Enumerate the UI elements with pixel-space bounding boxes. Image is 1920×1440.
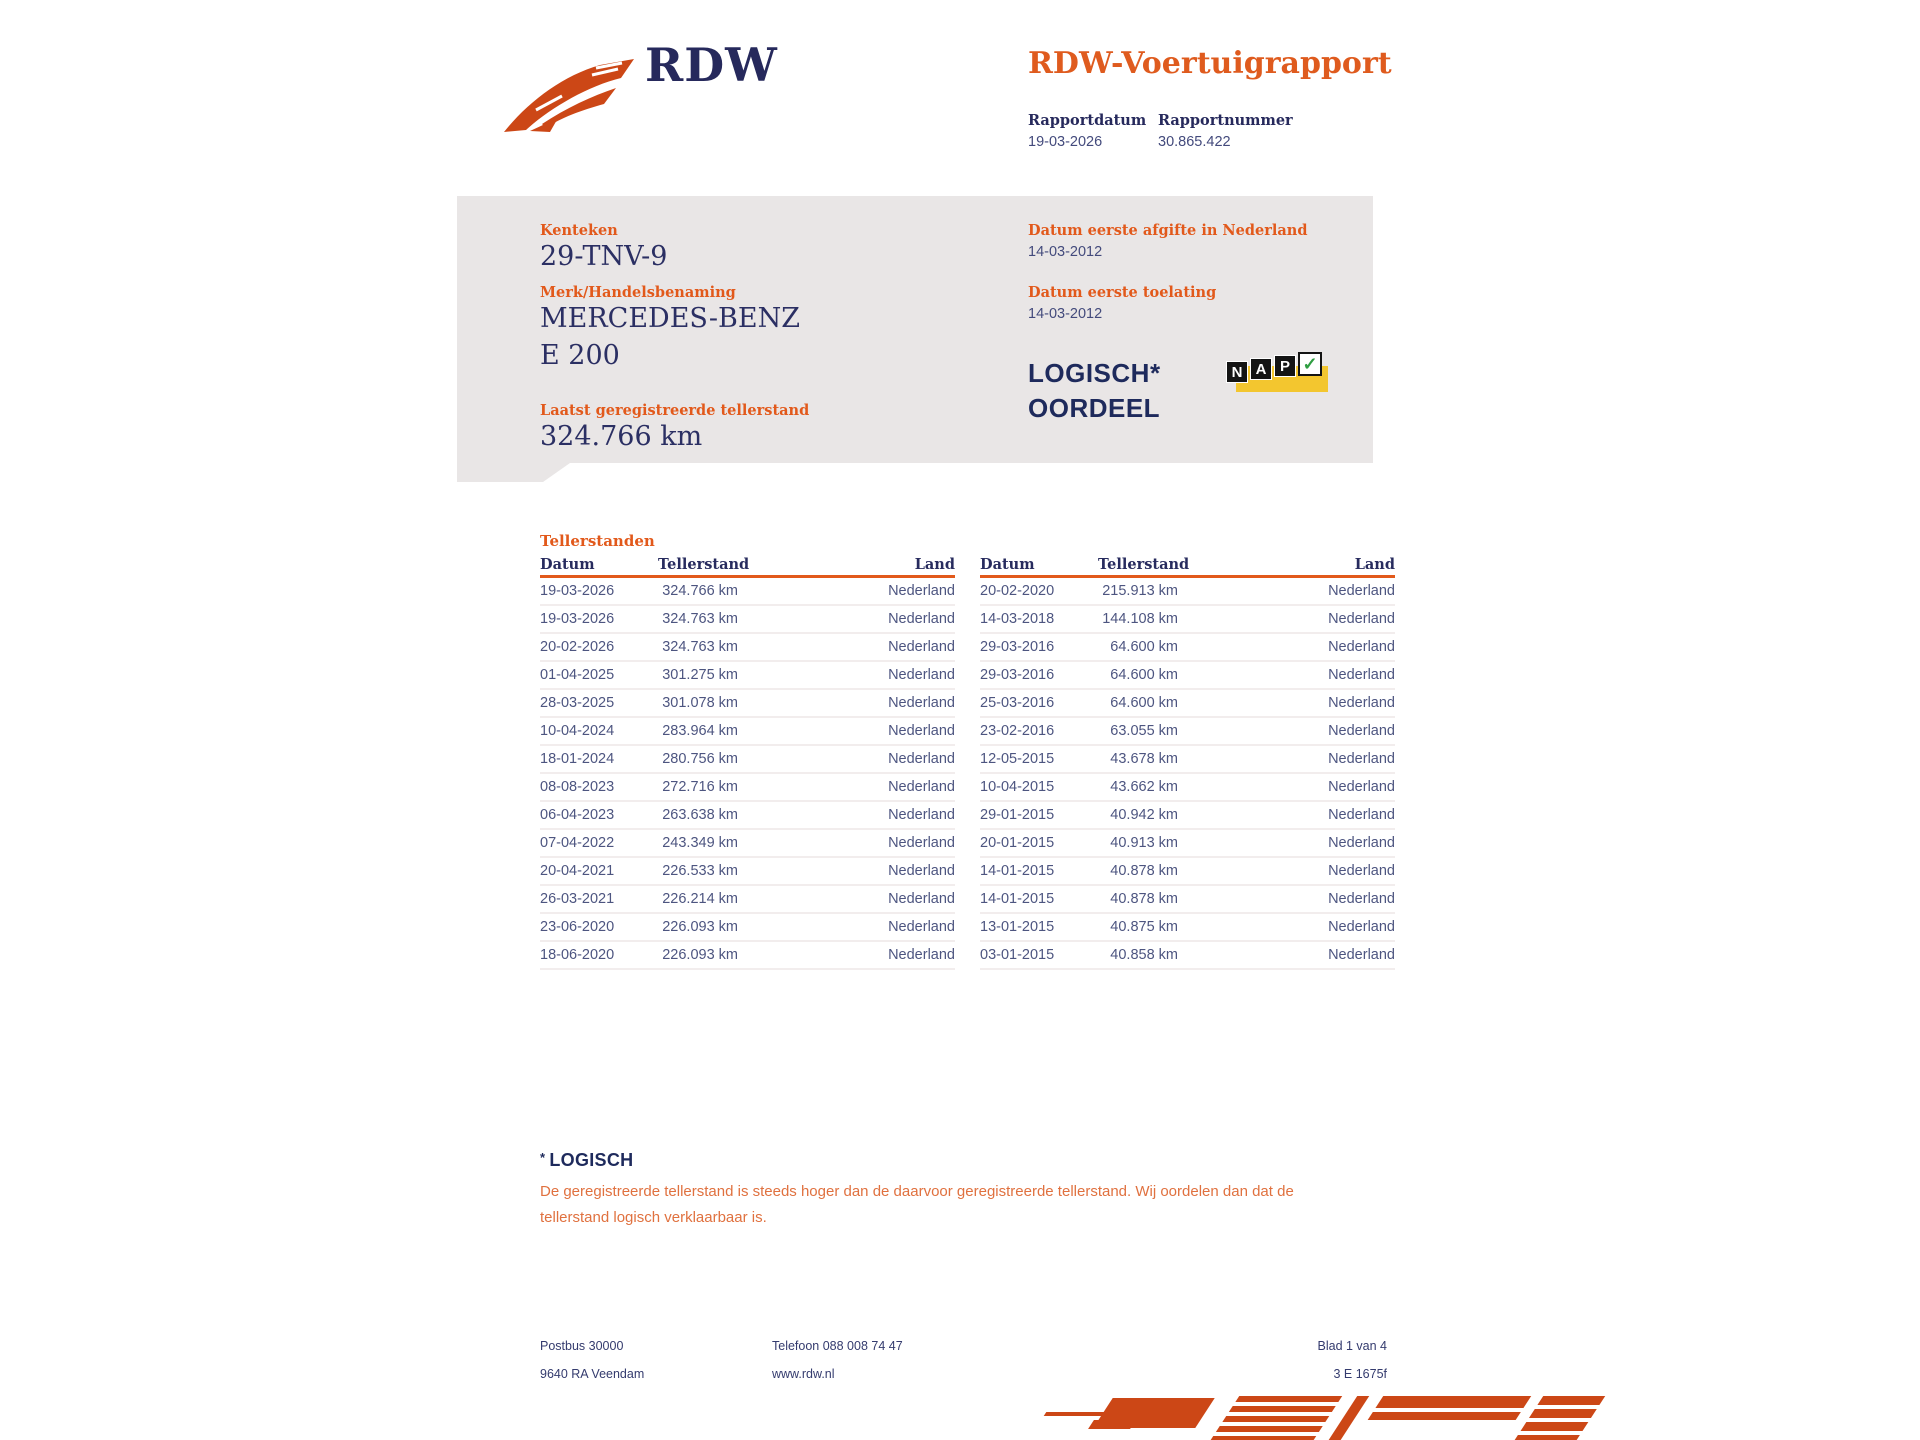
speed-stripes xyxy=(1207,1396,1342,1440)
row-datum: 07-04-2022 xyxy=(540,835,615,851)
row-datum: 14-03-2018 xyxy=(980,611,1055,627)
tellerstanden-title: Tellerstanden xyxy=(540,532,655,550)
row-datum: 20-02-2020 xyxy=(980,583,1055,599)
report-date-value: 19-03-2026 xyxy=(1028,134,1103,150)
toelating-value: 14-03-2012 xyxy=(1028,306,1103,322)
row-land: Nederland xyxy=(888,639,955,655)
row-datum: 29-03-2016 xyxy=(980,667,1055,683)
row-datum: 03-01-2015 xyxy=(980,947,1055,963)
footer-page-number: Blad 1 van 4 xyxy=(1317,1339,1387,1353)
vehicle-summary-card xyxy=(457,196,1373,463)
row-tellerstand: 63.055 km xyxy=(1110,723,1178,739)
kenteken-value: 29-TNV-9 xyxy=(540,241,668,272)
table-row xyxy=(980,662,1395,690)
row-tellerstand: 40.878 km xyxy=(1110,863,1178,879)
footer-contact xyxy=(772,1332,903,1388)
row-tellerstand: 243.349 km xyxy=(662,835,738,851)
row-land: Nederland xyxy=(1328,667,1395,683)
nap-checkmark-icon: ✓ xyxy=(1298,352,1322,376)
tellerstand-value: 324.766 km xyxy=(540,421,703,452)
row-datum: 19-03-2026 xyxy=(540,583,615,599)
logisch-footnote xyxy=(540,1150,1350,1231)
table-row xyxy=(980,690,1395,718)
row-tellerstand: 226.093 km xyxy=(662,947,738,963)
footnote-asterisk: * xyxy=(540,1150,546,1165)
kenteken-label: Kenteken xyxy=(540,222,618,239)
table-row xyxy=(540,802,955,830)
row-land: Nederland xyxy=(888,695,955,711)
row-datum: 28-03-2025 xyxy=(540,695,615,711)
row-tellerstand: 144.108 km xyxy=(1102,611,1178,627)
row-land: Nederland xyxy=(888,919,955,935)
footer-address xyxy=(540,1332,644,1388)
row-tellerstand: 40.913 km xyxy=(1110,835,1178,851)
row-tellerstand: 263.638 km xyxy=(662,807,738,823)
row-datum: 26-03-2021 xyxy=(540,891,615,907)
table-row xyxy=(540,690,955,718)
col-header-tellerstand: Tellerstand xyxy=(658,556,750,573)
table-row xyxy=(980,746,1395,774)
row-datum: 08-08-2023 xyxy=(540,779,615,795)
row-land: Nederland xyxy=(1328,947,1395,963)
table-row xyxy=(540,886,955,914)
toelating-label: Datum eerste toelating xyxy=(1028,284,1217,301)
row-land: Nederland xyxy=(888,863,955,879)
table-row xyxy=(980,718,1395,746)
row-datum: 20-01-2015 xyxy=(980,835,1055,851)
row-datum: 29-01-2015 xyxy=(980,807,1055,823)
row-land: Nederland xyxy=(888,723,955,739)
row-land: Nederland xyxy=(1328,695,1395,711)
table-row xyxy=(980,858,1395,886)
report-date-label: Rapportdatum xyxy=(1028,112,1147,129)
row-tellerstand: 64.600 km xyxy=(1110,639,1178,655)
row-datum: 14-01-2015 xyxy=(980,891,1055,907)
report-number-value: 30.865.422 xyxy=(1158,134,1231,150)
row-tellerstand: 215.913 km xyxy=(1102,583,1178,599)
row-land: Nederland xyxy=(1328,891,1395,907)
row-tellerstand: 324.763 km xyxy=(662,639,738,655)
row-tellerstand: 40.875 km xyxy=(1110,919,1178,935)
row-land: Nederland xyxy=(1328,751,1395,767)
row-tellerstand: 40.878 km xyxy=(1110,891,1178,907)
footnote-title xyxy=(540,1150,1350,1171)
nap-logo xyxy=(1226,352,1328,398)
table-row xyxy=(980,914,1395,942)
table-row xyxy=(980,606,1395,634)
row-land: Nederland xyxy=(888,947,955,963)
row-land: Nederland xyxy=(888,807,955,823)
report-number-label: Rapportnummer xyxy=(1158,112,1293,129)
nap-letter-a: A xyxy=(1250,358,1272,380)
row-land: Nederland xyxy=(1328,779,1395,795)
rdw-logo-icon xyxy=(500,58,640,134)
row-land: Nederland xyxy=(888,835,955,851)
footer-form-code: 3 E 1675f xyxy=(1333,1367,1387,1381)
row-tellerstand: 324.763 km xyxy=(662,611,738,627)
row-tellerstand: 40.942 km xyxy=(1110,807,1178,823)
row-land: Nederland xyxy=(888,751,955,767)
row-tellerstand: 43.678 km xyxy=(1110,751,1178,767)
row-tellerstand: 43.662 km xyxy=(1110,779,1178,795)
row-land: Nederland xyxy=(1328,807,1395,823)
table-row xyxy=(980,886,1395,914)
footer-phone: Telefoon 088 008 74 47 xyxy=(772,1339,903,1353)
row-datum: 14-01-2015 xyxy=(980,863,1055,879)
speed-stripes-large xyxy=(1351,1396,1531,1440)
table-row xyxy=(980,774,1395,802)
row-datum: 18-06-2020 xyxy=(540,947,615,963)
oordeel-line2: OORDEEL xyxy=(1028,393,1161,423)
footer-postbus: Postbus 30000 xyxy=(540,1339,624,1353)
footnote-text: De geregistreerde tellerstand is steeds hoger dan de daarvoor geregistreerde tellerstand. Wij oordelen dan dat de tellerstand logisch verklaarbaar is. xyxy=(540,1183,1294,1226)
row-land: Nederland xyxy=(1328,919,1395,935)
row-datum: 20-04-2021 xyxy=(540,863,615,879)
row-tellerstand: 226.214 km xyxy=(662,891,738,907)
table-row xyxy=(540,858,955,886)
speed-block-tail xyxy=(1088,1420,1136,1429)
row-land: Nederland xyxy=(888,583,955,599)
row-tellerstand: 64.600 km xyxy=(1110,695,1178,711)
row-tellerstand: 272.716 km xyxy=(662,779,738,795)
row-datum: 23-02-2016 xyxy=(980,723,1055,739)
row-datum: 13-01-2015 xyxy=(980,919,1055,935)
row-datum: 29-03-2016 xyxy=(980,639,1055,655)
table-row xyxy=(540,634,955,662)
table-row xyxy=(540,914,955,942)
table-row xyxy=(980,942,1395,970)
footnote-title-text: LOGISCH xyxy=(549,1150,634,1170)
table-row xyxy=(540,942,955,970)
row-tellerstand: 280.756 km xyxy=(662,751,738,767)
col-header-land: Land xyxy=(914,556,955,573)
table-row xyxy=(540,830,955,858)
row-land: Nederland xyxy=(888,611,955,627)
footer-website: www.rdw.nl xyxy=(772,1367,835,1381)
table-row xyxy=(540,746,955,774)
tellerstand-label: Laatst geregistreerde tellerstand xyxy=(540,402,810,419)
row-tellerstand: 301.078 km xyxy=(662,695,738,711)
table-row xyxy=(540,662,955,690)
table-row xyxy=(540,606,955,634)
row-land: Nederland xyxy=(1328,863,1395,879)
table-header xyxy=(980,556,1395,578)
row-datum: 19-03-2026 xyxy=(540,611,615,627)
row-datum: 12-05-2015 xyxy=(980,751,1055,767)
row-land: Nederland xyxy=(888,779,955,795)
row-datum: 18-01-2024 xyxy=(540,751,615,767)
row-tellerstand: 226.093 km xyxy=(662,919,738,935)
nap-letter-n: N xyxy=(1226,361,1248,383)
row-land: Nederland xyxy=(888,667,955,683)
afgifte-value: 14-03-2012 xyxy=(1028,244,1103,260)
row-datum: 06-04-2023 xyxy=(540,807,615,823)
row-datum: 10-04-2015 xyxy=(980,779,1055,795)
nap-letter-p: P xyxy=(1274,355,1296,377)
oordeel-text xyxy=(1028,356,1161,426)
row-datum: 23-06-2020 xyxy=(540,919,615,935)
table-row xyxy=(980,802,1395,830)
table-row xyxy=(540,578,955,606)
col-header-datum: Datum xyxy=(980,556,1035,573)
row-land: Nederland xyxy=(1328,611,1395,627)
rdw-logo-text: RDW xyxy=(645,38,778,92)
card-corner-tab xyxy=(457,463,570,482)
table-row xyxy=(980,578,1395,606)
row-tellerstand: 226.533 km xyxy=(662,863,738,879)
table-row xyxy=(980,830,1395,858)
row-tellerstand: 301.275 km xyxy=(662,667,738,683)
row-land: Nederland xyxy=(1328,639,1395,655)
row-tellerstand: 324.766 km xyxy=(662,583,738,599)
row-land: Nederland xyxy=(1328,723,1395,739)
tellerstanden-table-right xyxy=(980,556,1395,970)
table-header xyxy=(540,556,955,578)
afgifte-label: Datum eerste afgifte in Nederland xyxy=(1028,222,1308,239)
row-tellerstand: 283.964 km xyxy=(662,723,738,739)
page-title: RDW-Voertuigrapport xyxy=(1028,46,1392,81)
col-header-datum: Datum xyxy=(540,556,595,573)
row-land: Nederland xyxy=(1328,835,1395,851)
footer-city: 9640 RA Veendam xyxy=(540,1367,645,1381)
row-land: Nederland xyxy=(1328,583,1395,599)
row-tellerstand: 64.600 km xyxy=(1110,667,1178,683)
row-tellerstand: 40.858 km xyxy=(1110,947,1178,963)
row-datum: 10-04-2024 xyxy=(540,723,615,739)
col-header-land: Land xyxy=(1354,556,1395,573)
tellerstanden-table-left xyxy=(540,556,955,970)
merk-value: MERCEDES-BENZ E 200 xyxy=(540,303,800,371)
oordeel-line1: LOGISCH* xyxy=(1028,358,1161,388)
speed-lines-graphic-icon xyxy=(1045,1396,1555,1440)
footer-page-info xyxy=(1318,1332,1388,1388)
row-datum: 25-03-2016 xyxy=(980,695,1055,711)
table-row xyxy=(540,774,955,802)
row-datum: 01-04-2025 xyxy=(540,667,615,683)
table-row xyxy=(540,718,955,746)
row-land: Nederland xyxy=(888,891,955,907)
table-row xyxy=(980,634,1395,662)
row-datum: 20-02-2026 xyxy=(540,639,615,655)
col-header-tellerstand: Tellerstand xyxy=(1098,556,1190,573)
merk-label: Merk/Handelsbenaming xyxy=(540,284,736,301)
